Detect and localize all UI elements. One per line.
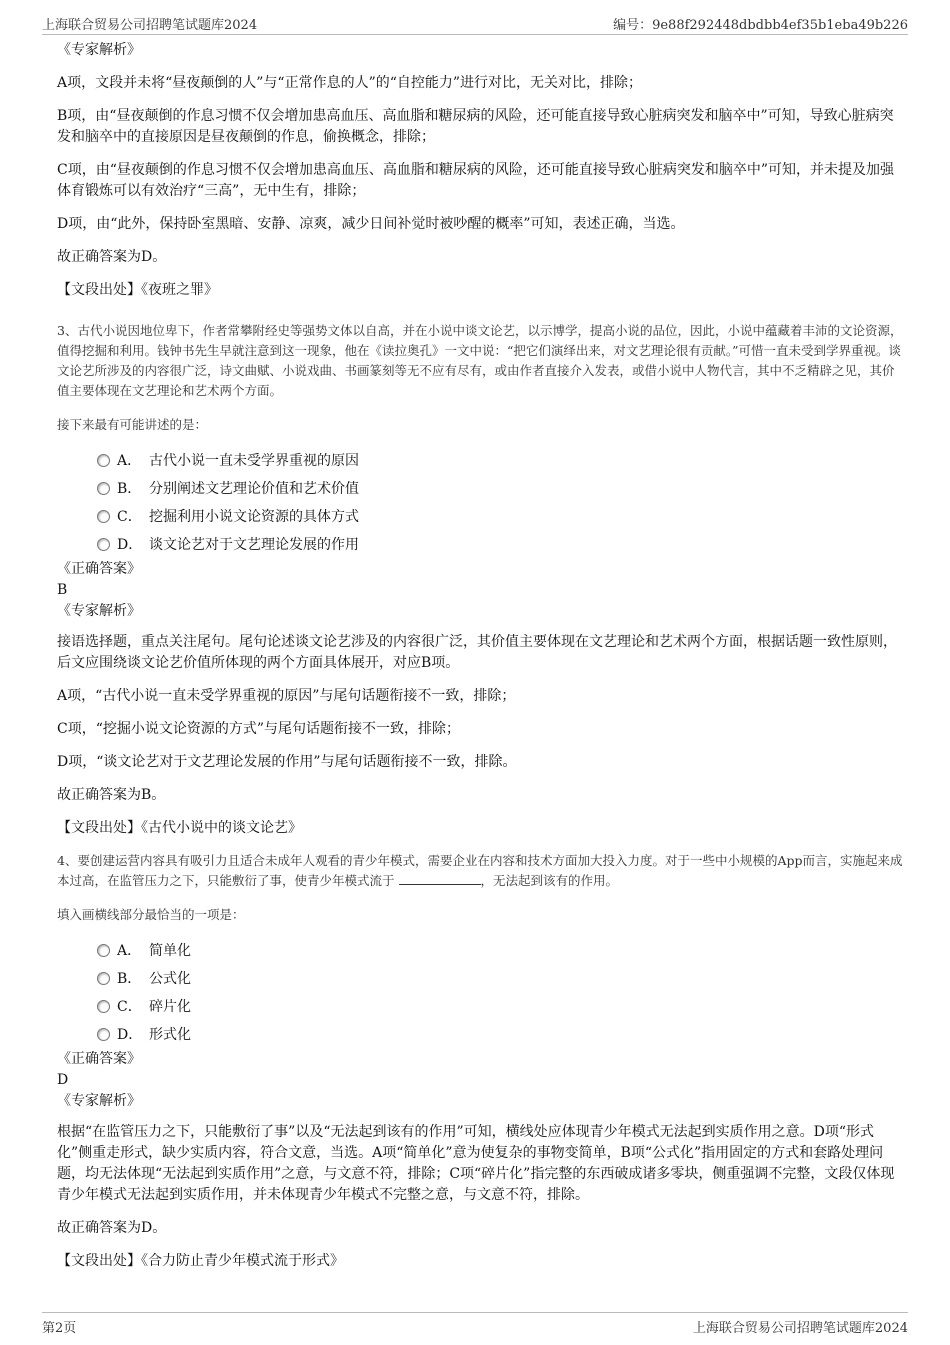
analysis-paragraph: C项，“挖掘小说文论资源的方式”与尾句话题衔接不一致，排除； xyxy=(57,721,461,737)
analysis-label: 《专家解析》 xyxy=(57,1093,141,1109)
analysis-paragraph: A项，“古代小说一直未受学界重视的原因”与尾句话题衔接不一致，排除； xyxy=(57,688,516,704)
option-c[interactable]: C． 碎片化 xyxy=(97,993,905,1021)
radio-icon[interactable] xyxy=(97,454,110,467)
option-d[interactable]: D． 谈文论艺对于文艺理论发展的作用 xyxy=(97,531,905,559)
question-prompt: 接下来最有可能讲述的是： xyxy=(57,417,208,432)
analysis-paragraph: D项，“谈文论艺对于文艺理论发展的作用”与尾句话题衔接不一致，排除。 xyxy=(57,754,517,770)
radio-icon[interactable] xyxy=(97,510,110,523)
answer-label: 《正确答案》 xyxy=(57,1051,141,1067)
radio-icon[interactable] xyxy=(97,1028,110,1041)
analysis-paragraph: 接语选择题，重点关注尾句。尾句论述谈文论艺涉及的内容很广泛，其价值主要体现在文艺理论和艺术两个方面，根据话题一致性原则，后文应围绕谈文论艺价值所体现的两个方面具体展开，对应B项。 xyxy=(57,634,897,671)
passage-source: 【文段出处】《古代小说中的谈文论艺》 xyxy=(57,820,302,836)
option-list xyxy=(97,937,905,1049)
radio-icon[interactable] xyxy=(97,538,110,551)
option-a[interactable]: A． 简单化 xyxy=(97,937,905,965)
passage-source: 【文段出处】《合力防止青少年模式流于形式》 xyxy=(57,1253,344,1269)
header-code xyxy=(613,14,908,33)
answer-conclusion: 故正确答案为B。 xyxy=(57,787,166,803)
radio-icon[interactable] xyxy=(97,944,110,957)
question-prompt: 填入画横线部分最恰当的一项是： xyxy=(57,907,245,922)
header-code-value: 9e88f292448dbdbb4ef35b1eba49b226 xyxy=(652,18,908,33)
answer-label: 《正确答案》 xyxy=(57,561,141,577)
radio-icon[interactable] xyxy=(97,1000,110,1013)
analysis-paragraph: C项，由“昼夜颠倒的作息习惯不仅会增加患高血压、高血脂和糖尿病的风险，还可能直接导致心脏病突发和脑卒中”可知，并未提及加强体育锻炼可以有效治疗“三高”，无中生有，排除； xyxy=(57,162,895,199)
answer-value: B xyxy=(57,582,68,598)
analysis-paragraph: 根据“在监管压力之下，只能敷衍了事”以及“无法起到该有的作用”可知，横线处应体现青少年模式无法起到实质作用之意。D项“形式化”侧重走形式，缺少实质内容，符合文意，当选。A项“简单化”意为使复杂的事物变简单，B项“公式化”指用固定的方式和套路处理问题，均无法体现“无法起到实质作用”之意，与文意不符，排除；C项“碎片化”指完整的东西破成诸多零块，侧重强调不完整，文段仅体现青少年模式无法起到实质作用，并未体现青少年模式不完整之意，与文意不符，排除。 xyxy=(57,1124,895,1203)
radio-icon[interactable] xyxy=(97,972,110,985)
question-stem: 3、古代小说因地位卑下，作者常攀附经史等强势文体以自高，并在小说中谈文论艺，以示博学，提高小说的品位，因此，小说中蕴藏着丰沛的文论资源，值得挖掘和利用。钱钟书先生早就注意到这一现象，他在《读拉奥孔》一文中说：“把它们演绎出来，对文艺理论很有贡献。”可惜一直未受到学界重视。谈文论艺所涉及的内容很广泛，诗文曲赋、小说戏曲、书画篆刻等无不应有尽有，或由作者直接介入发表，或借小说中人物代言，其中不乏精辟之见，其价值主要体现在文艺理论和艺术两个方面。 xyxy=(57,323,903,398)
analysis-label: 《专家解析》 xyxy=(57,42,141,58)
radio-icon[interactable] xyxy=(97,482,110,495)
header-title: 上海联合贸易公司招聘笔试题库2024 xyxy=(42,18,258,33)
page-header xyxy=(42,10,908,35)
analysis-paragraph: D项，由“此外，保持卧室黑暗、安静、凉爽，减少日间补觉时被吵醒的概率”可知，表述正确，当选。 xyxy=(57,216,685,232)
option-b[interactable]: B． 分别阐述文艺理论价值和艺术价值 xyxy=(97,475,905,503)
passage-source: 【文段出处】《夜班之罪》 xyxy=(57,282,218,298)
option-b[interactable]: B． 公式化 xyxy=(97,965,905,993)
page-number: 第2页 xyxy=(42,1321,77,1336)
footer-title: 上海联合贸易公司招聘笔试题库2024 xyxy=(692,1321,908,1336)
analysis-label: 《专家解析》 xyxy=(57,603,141,619)
option-c[interactable]: C． 挖掘利用小说文论资源的具体方式 xyxy=(97,503,905,531)
fill-blank xyxy=(399,872,481,885)
answer-conclusion: 故正确答案为D。 xyxy=(57,1220,167,1236)
question-stem: 4、要创建运营内容具有吸引力且适合未成年人观看的青少年模式，需要企业在内容和技术方面加大投入力度。对于一些中小规模的App而言，实施起来成本过高，在监管压力之下，只能敷衍了事，使青少年模式流于 ，无法起到该有的作用。 xyxy=(57,853,903,888)
option-d[interactable]: D． 形式化 xyxy=(97,1021,905,1049)
header-code-label: 编号： xyxy=(613,18,653,33)
page-footer xyxy=(42,1312,908,1337)
analysis-paragraph: A项，文段并未将“昼夜颠倒的人”与“正常作息的人”的“自控能力”进行对比，无关对比，排除； xyxy=(57,75,643,91)
analysis-paragraph: B项，由“昼夜颠倒的作息习惯不仅会增加患高血压、高血脂和糖尿病的风险，还可能直接导致心脏病突发和脑卒中”可知，导致心脏病突发和脑卒中的直接原因是昼夜颠倒的作息，偷换概念，排除； xyxy=(57,108,894,145)
option-list xyxy=(97,447,905,559)
answer-value: D xyxy=(57,1072,69,1088)
option-a[interactable]: A． 古代小说一直未受学界重视的原因 xyxy=(97,447,905,475)
answer-conclusion: 故正确答案为D。 xyxy=(57,249,167,265)
document-content xyxy=(57,40,905,1272)
